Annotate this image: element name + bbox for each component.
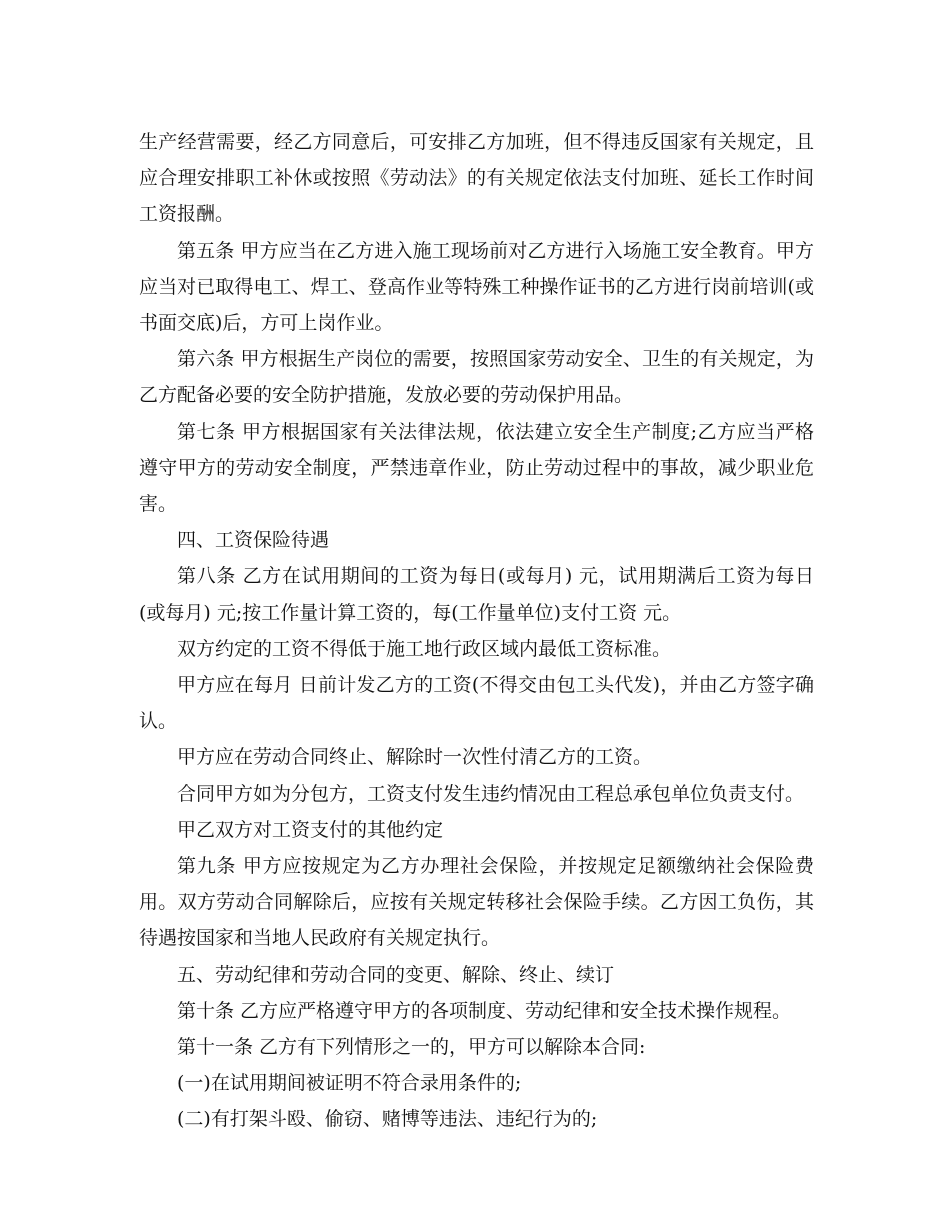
paragraph-overtime-continuation: 生产经营需要，经乙方同意后，可安排乙方加班，但不得违反国家有关规定，且应合理安排职工补休或按照《劳动法》的有关规定依法支付加班、延长工作时间工资报酬。 [139, 131, 814, 226]
paragraph-article-8: 第八条 乙方在试用期间的工资为每日(或每月) 元，试用期满后工资为每日(或每月) 元;按工作量计算工资的，每(工作量单位)支付工资 元。 [139, 565, 814, 624]
paragraph-final-payment: 甲方应在劳动合同终止、解除时一次性付清乙方的工资。 [177, 746, 653, 769]
paragraph-subcontractor: 合同甲方如为分包方，工资支付发生违约情况由工程总承包单位负责支付。 [177, 782, 805, 805]
paragraph-minimum-wage: 双方约定的工资不得低于施工地行政区域内最低工资标准。 [177, 637, 672, 660]
list-item-2: (二)有打架斗殴、偷窃、赌博等违法、违纪行为的; [177, 1108, 598, 1131]
paragraph-article-6: 第六条 甲方根据生产岗位的需要，按照国家劳动安全、卫生的有关规定，为乙方配备必要的安全防护措施，发放必要的劳动保护用品。 [139, 348, 814, 407]
section-heading-discipline: 五、劳动纪律和劳动合同的变更、解除、终止、续订 [177, 963, 615, 986]
paragraph-article-11: 第十一条 乙方有下列情形之一的，甲方可以解除本合同: [177, 1036, 646, 1059]
paragraph-monthly-payment: 甲方应在每月 日前计发乙方的工资(不得交由包工头代发)，并由乙方签字确认。 [139, 674, 814, 733]
paragraph-other-agreements: 甲乙双方对工资支付的其他约定 [177, 818, 444, 841]
list-item-1: (一)在试用期间被证明不符合录用条件的; [177, 1072, 522, 1095]
paragraph-article-5: 第五条 甲方应当在乙方进入施工现场前对乙方进行入场施工安全教育。甲方应当对已取得电工、焊工、登高作业等特殊工种操作证书的乙方进行岗前培训(或书面交底)后，方可上岗作业。 [139, 239, 814, 335]
paragraph-article-7: 第七条 甲方根据国家有关法律法规，依法建立安全生产制度;乙方应当严格遵守甲方的劳动安全制度，严禁违章作业，防止劳动过程中的事故，减少职业危害。 [139, 420, 814, 516]
document-body [139, 124, 814, 1138]
paragraph-article-9: 第九条 甲方应按规定为乙方办理社会保险，并按规定足额缴纳社会保险费用。双方劳动合同解除后，应按有关规定转移社会保险手续。乙方因工负伤，其待遇按国家和当地人民政府有关规定执行。 [139, 855, 814, 950]
paragraph-article-10: 第十条 乙方应严格遵守甲方的各项制度、劳动纪律和安全技术操作规程。 [177, 999, 792, 1022]
section-heading-wages-insurance: 四、工资保险待遇 [177, 529, 330, 552]
